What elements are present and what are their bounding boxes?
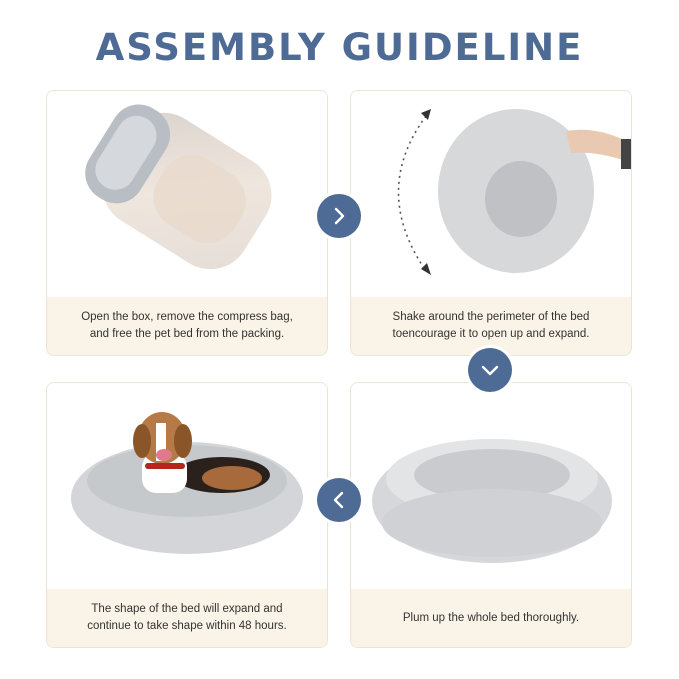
step-caption: Shake around the perimeter of the bed toencourage it to open up and expand. — [351, 297, 631, 355]
dog-in-bed-image — [47, 383, 327, 591]
step-card-1 — [46, 90, 328, 356]
page-title: ASSEMBLY GUIDELINE — [95, 26, 584, 69]
step-card-3 — [46, 382, 328, 648]
step-card-4 — [350, 382, 632, 648]
chevron-right-icon — [317, 194, 361, 238]
step-card-2 — [350, 90, 632, 356]
step-caption: Open the box, remove the compress bag, and free the pet bed from the packing. — [47, 297, 327, 355]
step-caption: The shape of the bed will expand and continue to take shape within 48 hours. — [47, 589, 327, 647]
bed-being-shaken-image — [351, 91, 631, 299]
compressed-bag-image — [47, 91, 327, 299]
step-caption: Plum up the whole bed thoroughly. — [351, 589, 631, 647]
chevron-left-icon — [317, 478, 361, 522]
chevron-down-icon — [468, 348, 512, 392]
round-plush-bed-image — [351, 383, 631, 591]
